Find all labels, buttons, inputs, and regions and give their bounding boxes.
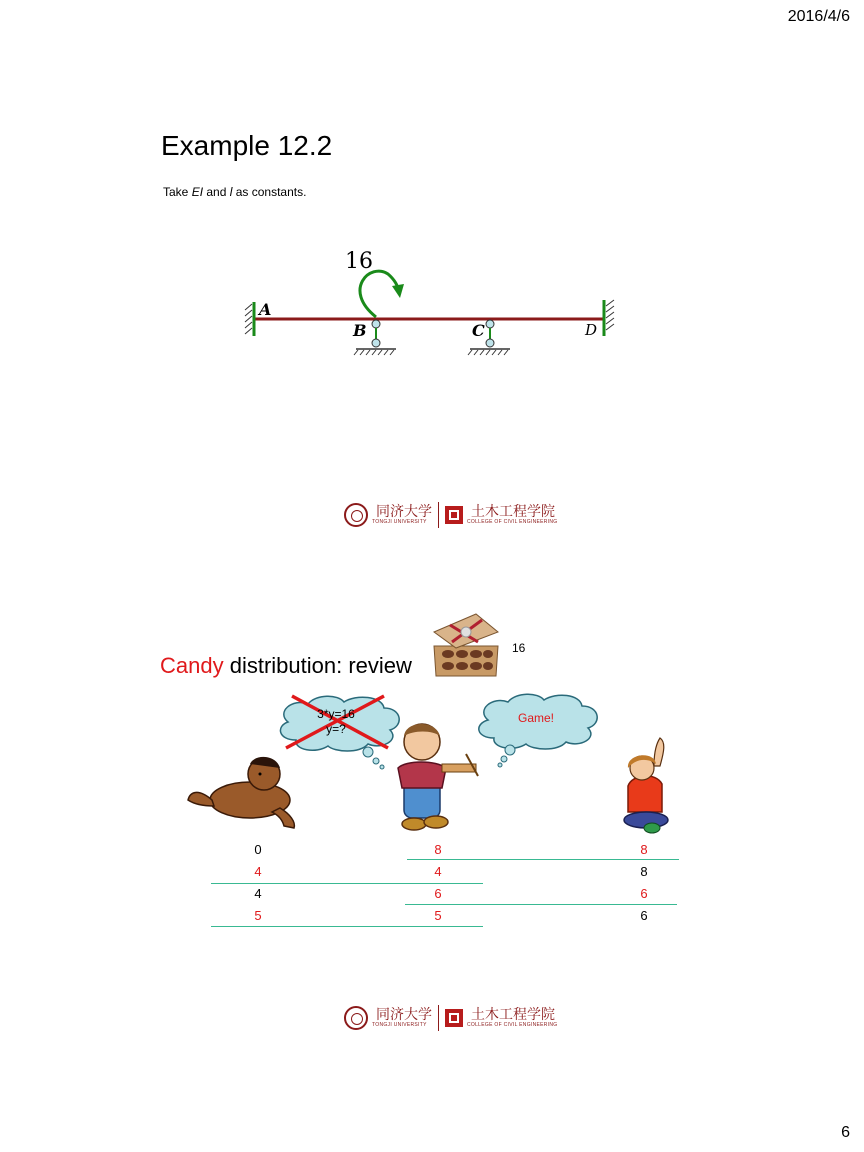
table-cell: 5 <box>434 908 442 923</box>
table-cell: 4 <box>254 886 262 901</box>
college-name-en: COLLEGE OF CIVIL ENGINEERING <box>467 519 558 525</box>
table-cell: 5 <box>254 908 262 923</box>
university-seal-icon <box>344 1006 368 1030</box>
table-divider <box>211 883 483 884</box>
table-cell: 8 <box>434 842 442 857</box>
candy-count: 16 <box>512 641 526 655</box>
university-seal-icon <box>344 503 368 527</box>
bubble-left-line2: y=? <box>326 722 346 736</box>
table-cell: 8 <box>640 864 648 879</box>
thought-bubble-right <box>472 688 604 768</box>
bubble-right-text: Game! <box>517 711 554 725</box>
table-cell: 0 <box>254 842 262 857</box>
university-name-en: TONGJI UNIVERSITY <box>372 1022 427 1028</box>
logo-divider <box>438 1005 439 1031</box>
table-cell: 6 <box>640 908 648 923</box>
bubble-left-line1: 3*y=16 <box>317 707 355 721</box>
college-name-cn: 土木工程学院 <box>471 504 555 520</box>
node-label-a: A <box>259 300 272 319</box>
table-cell: 6 <box>640 886 648 901</box>
table-cell: 4 <box>254 864 262 879</box>
table-divider <box>405 904 677 905</box>
slide2-title: Candy distribution: review <box>160 653 412 678</box>
college-emblem-icon <box>445 1009 463 1027</box>
slide-date: 2016/4/6 <box>787 8 850 25</box>
girl-character-icon <box>618 736 676 836</box>
node-label-d: D <box>585 321 598 339</box>
slide1-title: Example 12.2 <box>161 130 333 161</box>
moment-value-label: 16 <box>345 249 373 274</box>
table-divider <box>211 926 483 927</box>
table-cell: 6 <box>434 886 442 901</box>
university-name-cn: 同济大学 <box>376 1007 432 1023</box>
tongji-logo <box>344 502 557 528</box>
moment-arrowhead-icon <box>392 284 404 298</box>
university-name-en: TONGJI UNIVERSITY <box>372 519 427 525</box>
tongji-logo-2 <box>344 1005 557 1031</box>
baby-character-icon <box>184 752 302 832</box>
table-cell: 8 <box>640 842 648 857</box>
boy-character-icon <box>392 714 484 834</box>
node-label-c: C <box>472 321 485 340</box>
node-label-b: B <box>353 321 367 340</box>
logo-divider <box>438 502 439 528</box>
college-name-en: COLLEGE OF CIVIL ENGINEERING <box>467 1022 558 1028</box>
page-number: 6 <box>841 1124 850 1141</box>
table-cell: 4 <box>434 864 442 879</box>
candy-box-icon <box>430 612 502 678</box>
beam-diagram <box>230 240 630 370</box>
university-name-cn: 同济大学 <box>376 504 432 520</box>
moment-arrow-icon <box>360 271 399 317</box>
slide1-subtitle: Take EI and l as constants. <box>163 185 307 199</box>
fixed-support-d-icon <box>604 300 614 336</box>
college-name-cn: 土木工程学院 <box>471 1007 555 1023</box>
table-divider <box>407 859 679 860</box>
college-emblem-icon <box>445 506 463 524</box>
fixed-support-a-icon <box>245 302 254 336</box>
